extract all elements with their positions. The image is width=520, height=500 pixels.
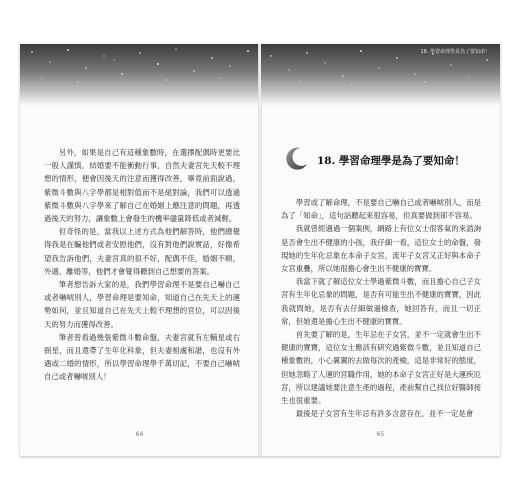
book-spread — [20, 44, 500, 456]
right-paragraph-4: 首先要了解的是，生年忌在子女宮，並不一定就會生出不健康的寶寶，這位女士應該有研究過紫微斗數，並且知道自己種象數的，小心翼翼的去做每次的產檢，這是非常好的態度，但她忽略了人運的宮職作用，她的本命子女宮正好是大運疾厄宮，所以建議她要注意生產的過程，產前幫自己找位好醫師接生也很重要。 — [281, 330, 481, 406]
chapter-title: 18. 學習命理學是為了要知命！ — [317, 155, 465, 167]
left-page — [20, 44, 259, 456]
right-paragraph-2: 我就曾經遇過一個案例，網路上有位女士很客氣的來諮詢是否會生出不健康的小孩，我仔細一看，這位女士的命盤，發現她的生年化忌象在本命子女宮，流年子女宮又正好與本命子女宮重疊，所以她很擔心會生出不健康的寶寶。 — [281, 224, 481, 274]
right-body-text — [281, 196, 481, 420]
starfield-header — [261, 44, 500, 106]
left-body-text — [44, 146, 240, 384]
right-paragraph-1: 學習或了解命理，不是要自己嚇自己或者嚇唬別人，而是為了「知命」，這句話聽起來很容易，但真要做到卻不容易。 — [281, 198, 481, 221]
starfield-header — [20, 44, 259, 106]
stars-decoration — [20, 44, 259, 106]
right-page — [261, 44, 500, 456]
left-paragraph-2: 但奇怪的是，當我以上述方式為他們解答時，他們總覺得我是在騙他們或者安慰他們，沒有對他們說實話，好像希望我告訴他們，夫妻宮真的很不好，配偶不佳，婚姻不順，外遇、離婚等，他們才會覺得聽到自己想要的答案。 — [44, 227, 240, 276]
right-paragraph-5: 最後是子女宮有生年忌有許多含意存在，並不一定是會 — [295, 409, 474, 419]
left-paragraph-3: 筆者想告訴大家的是，我們學習命理不是要自己嚇自己或者嚇唬別人，學習命理是要知命，知道自己在先天上的運勢如何，並且知道自己在先天上較不理想的宮位，可以因後天的努力而獲得改善。 — [44, 280, 240, 329]
right-page-number: 65 — [376, 431, 385, 438]
running-head: 18. 學習命理學是為了要知命！ — [420, 49, 490, 55]
right-paragraph-3: 我當下就了解這位女士學過紫微斗數，而且擔心自己子女宮有生年化忌象的問題，是否有可能生出不健康的寶寶，因此我就問她，是否有去仔細做過檢查，她回答有，而且一切正常，但她還是擔心生出不健康的寶寶。 — [281, 277, 481, 326]
left-page-number: 64 — [135, 431, 144, 438]
left-paragraph-4: 筆者曾看過幾張紫微斗數命盤，夫妻宮就有左輔星或右弼星，而且還帶了生年化科象，但夫妻相處和諧，也沒有外遇或二婚的情形，所以學習命理學千萬切記，不要自己嚇唬自己或者嚇唬別人！ — [44, 332, 240, 382]
left-paragraph-1: 另外，如果是自己有這種象數時，在選擇配偶時更要比一般人謹慎，結婚要不能衝動行事，自然夫妻宮先天較不理想的情形，便會因後天的注意而獲得改善，畢竟前面說過，紫微斗數與八字學都是相對值而不是絕對論，我們可以透過紫微斗數與八字學來了解自己在婚姻上應注意的問題，再透過後天的努力，讓象數上會發生的機率儘量降低或者減輕。 — [44, 148, 240, 224]
chapter-heading — [283, 146, 483, 174]
crescent-moon-icon — [283, 146, 309, 172]
